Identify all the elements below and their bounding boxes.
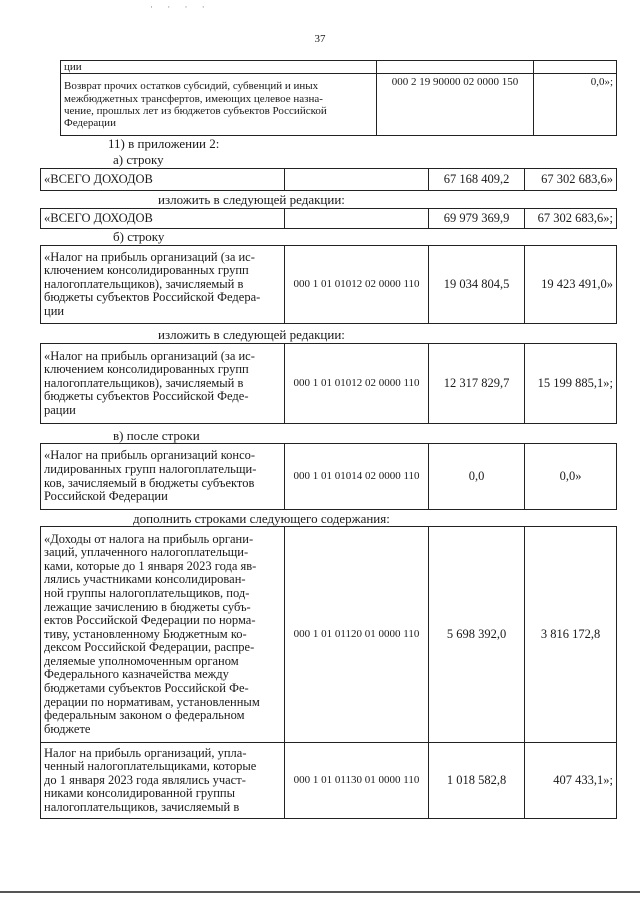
name-line: ции [44, 303, 65, 318]
instruction-b: б) строку [113, 229, 165, 244]
name-line: Российской Федерации [44, 489, 168, 504]
row-value [534, 61, 617, 74]
row-value-2023: 15 199 885,1»; [525, 344, 617, 424]
name-line: ками, которые до 1 января 2023 года яв- [44, 558, 257, 573]
row-name [41, 743, 285, 819]
row-value-2023: 67 302 683,6» [525, 169, 617, 191]
name-line: лидированных групп налогоплательщи- [44, 461, 257, 476]
name-line: межбюджетных трансфертов, имеющих целевое назна- [64, 92, 323, 105]
name-line: ектов Российской Федерации по норма- [44, 613, 256, 628]
name-line: бюджеты субъектов Российской Феде- [44, 389, 249, 404]
instruction-replace-2: изложить в следующей редакции: [158, 327, 345, 342]
name-line: бюджете [44, 721, 91, 736]
name-line: ключением консолидированных групп [44, 263, 249, 278]
row-value-2022: 67 168 409,2 [429, 169, 525, 191]
table-row [41, 169, 617, 191]
table-row [41, 344, 617, 424]
name-line: тиву, установленному Бюджетным ко- [44, 626, 247, 641]
name-line: никами консолидированной группы [44, 786, 235, 801]
row-value-2022: 0,0 [429, 444, 525, 510]
row-value-2023: 67 302 683,6»; [525, 209, 617, 229]
instruction-v: в) после строки [113, 428, 200, 443]
row-value-2023: 407 433,1»; [525, 743, 617, 819]
instruction-replace-1: изложить в следующей редакции: [158, 192, 345, 207]
row-code: 000 1 01 01012 02 0000 110 [285, 246, 429, 324]
table-row [41, 527, 617, 743]
row-code [285, 209, 429, 229]
row-value-2022: 19 034 804,5 [429, 246, 525, 324]
table-row [41, 743, 617, 819]
name-line: Возврат прочих остатков субсидий, субвенций и иных [64, 80, 319, 93]
name-line: федеральным законом о федеральном [44, 708, 245, 723]
page-number: 37 [314, 33, 326, 45]
row-name: «ВСЕГО ДОХОДОВ [41, 169, 285, 191]
row-name: «ВСЕГО ДОХОДОВ [41, 209, 285, 229]
name-line: чение, прошлых лет из бюджетов субъектов Российской [64, 104, 327, 117]
name-line: Налог на прибыль организаций, упла- [44, 745, 247, 760]
name-line: ной группы налогоплательщиков, под- [44, 585, 250, 600]
row-name: ции [61, 61, 377, 74]
table-row [41, 209, 617, 229]
instruction-supplement: дополнить строками следующего содержания: [133, 511, 390, 526]
table-row [61, 74, 617, 136]
row-name [41, 344, 285, 424]
row-value-2023: 0,0» [525, 444, 617, 510]
row-value: 0,0»; [534, 74, 617, 136]
name-line: деляемые уполномоченным органом [44, 653, 239, 668]
row-value-2022: 1 018 582,8 [429, 743, 525, 819]
scan-specks: · · · · [150, 2, 211, 12]
new-rows-table [40, 526, 617, 819]
table-row [61, 61, 617, 74]
row-code [377, 61, 534, 74]
instruction-a: а) строку [113, 152, 164, 167]
row-code: 000 1 01 01012 02 0000 110 [285, 344, 429, 424]
scan-edge-line [0, 891, 640, 893]
row-value-2022: 12 317 829,7 [429, 344, 525, 424]
name-line: лялись участниками консолидирован- [44, 572, 246, 587]
name-line: дерации по нормативам, установленным [44, 694, 260, 709]
row-name [41, 246, 285, 324]
row-name [61, 74, 377, 136]
name-line: до 1 января 2023 года являлись участ- [44, 772, 246, 787]
name-line: ков, зачисляемый в бюджеты субъектов [44, 475, 255, 490]
row-code: 000 1 01 01014 02 0000 110 [285, 444, 429, 510]
name-line: налогоплательщиков), зачисляемый в [44, 375, 244, 390]
row-name [41, 527, 285, 743]
vsego-old-table [40, 168, 617, 191]
row-value-2023: 19 423 491,0» [525, 246, 617, 324]
name-line: «Налог на прибыль организаций (за ис- [44, 249, 255, 264]
name-line: Федерального казначейства между [44, 667, 229, 682]
row-code: 000 2 19 90000 02 0000 150 [377, 74, 534, 136]
name-line: «Налог на прибыль организаций консо- [44, 448, 256, 463]
table-row [41, 246, 617, 324]
top-table [60, 60, 617, 136]
name-line: Федерации [64, 116, 116, 129]
row-code: 000 1 01 01130 01 0000 110 [285, 743, 429, 819]
name-line: ченный налогоплательщиками, которые [44, 759, 257, 774]
name-line: дексом Российской Федерации, распре- [44, 640, 255, 655]
row-value-2023: 3 816 172,8 [525, 527, 617, 743]
table-row [41, 444, 617, 510]
name-line: рации [44, 402, 76, 417]
name-line: налогоплательщиков), зачисляемый в [44, 276, 244, 291]
name-line: «Налог на прибыль организаций (за ис- [44, 348, 255, 363]
row-code [285, 169, 429, 191]
profit-tax-new-table [40, 343, 617, 424]
name-line: налогоплательщиков, зачисляемый в [44, 799, 240, 814]
row-value-2022: 69 979 369,9 [429, 209, 525, 229]
instruction-11: 11) в приложении 2: [108, 136, 220, 151]
name-line: лежащие зачислению в бюджеты субъ- [44, 599, 251, 614]
row-code: 000 1 01 01120 01 0000 110 [285, 527, 429, 743]
name-line: бюджеты субъектов Российской Федера- [44, 290, 261, 305]
vsego-new-table [40, 208, 617, 229]
name-line: заций, уплаченного налогоплательщи- [44, 545, 249, 560]
profit-tax-old-table [40, 245, 617, 324]
row-value-2022: 5 698 392,0 [429, 527, 525, 743]
name-line: ключением консолидированных групп [44, 362, 249, 377]
consolidated-tax-table [40, 443, 617, 510]
name-line: бюджетами субъектов Российской Фе- [44, 681, 249, 696]
row-name [41, 444, 285, 510]
name-line: «Доходы от налога на прибыль органи- [44, 531, 254, 546]
